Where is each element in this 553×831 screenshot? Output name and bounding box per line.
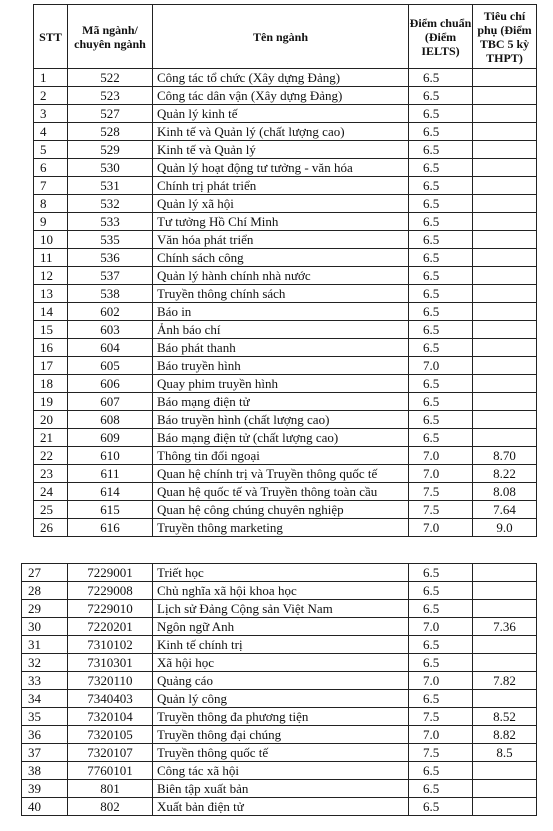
cell-name: Quản lý kinh tế: [153, 105, 409, 123]
cell-code: 616: [68, 519, 153, 537]
cell-criteria: [473, 267, 537, 285]
cell-name: Xã hội học: [153, 654, 409, 672]
cell-stt: 12: [34, 267, 68, 285]
cell-stt: 10: [34, 231, 68, 249]
cell-criteria: [473, 141, 537, 159]
cell-score: 6.5: [409, 213, 473, 231]
table-body-part-2: [22, 564, 537, 816]
cell-name: Truyền thông quốc tế: [153, 744, 409, 762]
table-row: [34, 69, 537, 87]
table-row: [22, 564, 537, 582]
cell-criteria: 8.22: [473, 465, 537, 483]
cell-code: 602: [68, 303, 153, 321]
cell-criteria: 7.82: [473, 672, 537, 690]
cell-stt: 22: [34, 447, 68, 465]
cell-criteria: [473, 798, 537, 816]
table-row: [34, 501, 537, 519]
cell-name: Truyền thông đại chúng: [153, 726, 409, 744]
table-row: [34, 429, 537, 447]
cell-score: 6.5: [409, 321, 473, 339]
cell-score: 6.5: [409, 636, 473, 654]
cell-code: 535: [68, 231, 153, 249]
cell-name: Ảnh báo chí: [153, 321, 409, 339]
cell-score: 6.5: [409, 429, 473, 447]
cell-stt: 30: [22, 618, 68, 636]
cell-stt: 19: [34, 393, 68, 411]
cell-criteria: 8.52: [473, 708, 537, 726]
cell-code: 522: [68, 69, 153, 87]
cell-name: Thông tin đối ngoại: [153, 447, 409, 465]
table-row: [34, 231, 537, 249]
table-row: [34, 267, 537, 285]
cell-score: 7.0: [409, 618, 473, 636]
cell-code: 609: [68, 429, 153, 447]
cell-score: 6.5: [409, 690, 473, 708]
cell-code: 7320110: [68, 672, 153, 690]
table-row: [22, 780, 537, 798]
cell-name: Quản lý hoạt động tư tưởng - văn hóa: [153, 159, 409, 177]
cell-code: 614: [68, 483, 153, 501]
cell-stt: 26: [34, 519, 68, 537]
table-row: [34, 321, 537, 339]
cell-stt: 31: [22, 636, 68, 654]
cell-stt: 9: [34, 213, 68, 231]
cell-code: 603: [68, 321, 153, 339]
cell-score: 6.5: [409, 69, 473, 87]
table-row: [22, 636, 537, 654]
cell-stt: 35: [22, 708, 68, 726]
cell-stt: 28: [22, 582, 68, 600]
cell-name: Chính sách công: [153, 249, 409, 267]
cell-stt: 32: [22, 654, 68, 672]
header-criteria: Tiêu chí phụ (Điểm TBC 5 kỳ THPT): [473, 5, 537, 69]
cell-name: Công tác tổ chức (Xây dựng Đảng): [153, 69, 409, 87]
admission-scores-table-part-2: [21, 563, 537, 816]
table-row: [34, 123, 537, 141]
cell-name: Báo truyền hình: [153, 357, 409, 375]
cell-stt: 23: [34, 465, 68, 483]
admission-scores-table-part-1: [33, 4, 537, 537]
cell-name: Công tác xã hội: [153, 762, 409, 780]
cell-criteria: [473, 762, 537, 780]
cell-score: 6.5: [409, 600, 473, 618]
cell-score: 6.5: [409, 393, 473, 411]
cell-name: Quan hệ công chúng chuyên nghiệp: [153, 501, 409, 519]
cell-name: Xuất bản điện tử: [153, 798, 409, 816]
cell-name: Kinh tế chính trị: [153, 636, 409, 654]
header-name: Tên ngành: [153, 5, 409, 69]
cell-score: 6.5: [409, 564, 473, 582]
cell-criteria: [473, 375, 537, 393]
cell-name: Chủ nghĩa xã hội khoa học: [153, 582, 409, 600]
cell-stt: 25: [34, 501, 68, 519]
cell-criteria: [473, 231, 537, 249]
cell-score: 6.5: [409, 159, 473, 177]
cell-score: 7.0: [409, 447, 473, 465]
table-row: [34, 447, 537, 465]
cell-score: 6.5: [409, 375, 473, 393]
cell-score: 6.5: [409, 654, 473, 672]
cell-criteria: [473, 411, 537, 429]
cell-stt: 29: [22, 600, 68, 618]
cell-code: 608: [68, 411, 153, 429]
table-row: [34, 105, 537, 123]
header-score: Điểm chuẩn (Điểm IELTS): [409, 5, 473, 69]
cell-code: 7340403: [68, 690, 153, 708]
cell-code: 537: [68, 267, 153, 285]
cell-stt: 21: [34, 429, 68, 447]
cell-code: 7320104: [68, 708, 153, 726]
cell-criteria: [473, 339, 537, 357]
table-row: [22, 798, 537, 816]
cell-criteria: [473, 690, 537, 708]
cell-score: 7.0: [409, 726, 473, 744]
cell-score: 6.5: [409, 195, 473, 213]
cell-score: 7.0: [409, 672, 473, 690]
cell-criteria: 8.5: [473, 744, 537, 762]
cell-code: 7229001: [68, 564, 153, 582]
cell-stt: 38: [22, 762, 68, 780]
cell-name: Quản lý xã hội: [153, 195, 409, 213]
cell-code: 530: [68, 159, 153, 177]
table-row: [34, 357, 537, 375]
cell-stt: 20: [34, 411, 68, 429]
table-row: [22, 672, 537, 690]
cell-name: Ngôn ngữ Anh: [153, 618, 409, 636]
cell-criteria: [473, 780, 537, 798]
cell-code: 606: [68, 375, 153, 393]
cell-score: 6.5: [409, 177, 473, 195]
cell-name: Quảng cáo: [153, 672, 409, 690]
cell-code: 7310301: [68, 654, 153, 672]
cell-score: 6.5: [409, 339, 473, 357]
table-row: [34, 393, 537, 411]
cell-score: 6.5: [409, 141, 473, 159]
cell-criteria: 9.0: [473, 519, 537, 537]
cell-score: 7.5: [409, 501, 473, 519]
cell-name: Quay phim truyền hình: [153, 375, 409, 393]
cell-stt: 2: [34, 87, 68, 105]
cell-name: Quan hệ quốc tế và Truyền thông toàn cầu: [153, 483, 409, 501]
cell-criteria: [473, 285, 537, 303]
cell-criteria: 8.70: [473, 447, 537, 465]
cell-score: 6.5: [409, 411, 473, 429]
cell-code: 523: [68, 87, 153, 105]
cell-criteria: [473, 87, 537, 105]
cell-code: 536: [68, 249, 153, 267]
cell-code: 7310102: [68, 636, 153, 654]
table-row: [34, 213, 537, 231]
cell-criteria: 8.82: [473, 726, 537, 744]
cell-code: 611: [68, 465, 153, 483]
cell-code: 531: [68, 177, 153, 195]
cell-stt: 5: [34, 141, 68, 159]
cell-score: 6.5: [409, 267, 473, 285]
cell-code: 607: [68, 393, 153, 411]
cell-criteria: [473, 393, 537, 411]
cell-score: 6.5: [409, 231, 473, 249]
cell-name: Công tác dân vận (Xây dựng Đảng): [153, 87, 409, 105]
table-row: [34, 339, 537, 357]
cell-score: 6.5: [409, 762, 473, 780]
cell-score: 7.5: [409, 483, 473, 501]
cell-criteria: 8.08: [473, 483, 537, 501]
cell-name: Báo phát thanh: [153, 339, 409, 357]
cell-score: 7.5: [409, 708, 473, 726]
cell-stt: 40: [22, 798, 68, 816]
cell-code: 7760101: [68, 762, 153, 780]
table-row: [34, 375, 537, 393]
table-row: [34, 465, 537, 483]
cell-name: Tư tưởng Hồ Chí Minh: [153, 213, 409, 231]
cell-name: Quản lý công: [153, 690, 409, 708]
cell-code: 604: [68, 339, 153, 357]
cell-criteria: [473, 564, 537, 582]
cell-score: 7.0: [409, 519, 473, 537]
table-row: [34, 285, 537, 303]
cell-criteria: [473, 636, 537, 654]
cell-criteria: [473, 654, 537, 672]
cell-score: 6.5: [409, 780, 473, 798]
table-row: [34, 411, 537, 429]
cell-stt: 13: [34, 285, 68, 303]
cell-name: Quan hệ chính trị và Truyền thông quốc tế: [153, 465, 409, 483]
cell-code: 7229008: [68, 582, 153, 600]
cell-code: 538: [68, 285, 153, 303]
cell-criteria: [473, 600, 537, 618]
header-stt: STT: [34, 5, 68, 69]
cell-stt: 33: [22, 672, 68, 690]
cell-name: Quản lý hành chính nhà nước: [153, 267, 409, 285]
cell-stt: 34: [22, 690, 68, 708]
cell-criteria: 7.64: [473, 501, 537, 519]
table-header-row: [34, 5, 537, 69]
cell-stt: 36: [22, 726, 68, 744]
cell-stt: 7: [34, 177, 68, 195]
cell-code: 801: [68, 780, 153, 798]
cell-code: 7320107: [68, 744, 153, 762]
cell-name: Báo in: [153, 303, 409, 321]
cell-code: 610: [68, 447, 153, 465]
cell-criteria: [473, 429, 537, 447]
cell-criteria: [473, 195, 537, 213]
table-row: [34, 249, 537, 267]
cell-code: 527: [68, 105, 153, 123]
cell-stt: 3: [34, 105, 68, 123]
cell-score: 6.5: [409, 798, 473, 816]
table-row: [22, 744, 537, 762]
cell-criteria: [473, 321, 537, 339]
cell-code: 605: [68, 357, 153, 375]
cell-score: 7.5: [409, 744, 473, 762]
cell-name: Văn hóa phát triển: [153, 231, 409, 249]
table-row: [22, 708, 537, 726]
table-row: [34, 159, 537, 177]
table-row: [34, 483, 537, 501]
cell-score: 6.5: [409, 582, 473, 600]
cell-stt: 1: [34, 69, 68, 87]
cell-criteria: [473, 69, 537, 87]
cell-score: 6.5: [409, 105, 473, 123]
cell-stt: 18: [34, 375, 68, 393]
table-row: [22, 582, 537, 600]
cell-score: 6.5: [409, 285, 473, 303]
cell-stt: 8: [34, 195, 68, 213]
table-row: [34, 141, 537, 159]
cell-code: 529: [68, 141, 153, 159]
cell-criteria: 7.36: [473, 618, 537, 636]
cell-score: 6.5: [409, 303, 473, 321]
cell-code: 7220201: [68, 618, 153, 636]
cell-criteria: [473, 249, 537, 267]
cell-stt: 16: [34, 339, 68, 357]
table-row: [34, 87, 537, 105]
cell-code: 532: [68, 195, 153, 213]
table-row: [22, 654, 537, 672]
cell-score: 7.0: [409, 357, 473, 375]
cell-code: 7320105: [68, 726, 153, 744]
cell-score: 6.5: [409, 123, 473, 141]
cell-criteria: [473, 303, 537, 321]
table-row: [34, 177, 537, 195]
cell-stt: 11: [34, 249, 68, 267]
table-row: [22, 690, 537, 708]
cell-stt: 15: [34, 321, 68, 339]
cell-name: Kinh tế và Quản lý (chất lượng cao): [153, 123, 409, 141]
cell-criteria: [473, 123, 537, 141]
cell-name: Triết học: [153, 564, 409, 582]
table-row: [34, 519, 537, 537]
cell-code: 533: [68, 213, 153, 231]
cell-stt: 4: [34, 123, 68, 141]
cell-code: 528: [68, 123, 153, 141]
cell-name: Lịch sử Đảng Cộng sản Việt Nam: [153, 600, 409, 618]
table-row: [34, 303, 537, 321]
cell-stt: 6: [34, 159, 68, 177]
cell-name: Kinh tế và Quản lý: [153, 141, 409, 159]
cell-criteria: [473, 177, 537, 195]
table-body-part-1: [34, 69, 537, 537]
cell-stt: 39: [22, 780, 68, 798]
cell-score: 6.5: [409, 87, 473, 105]
table-row: [22, 726, 537, 744]
cell-name: Báo truyền hình (chất lượng cao): [153, 411, 409, 429]
cell-criteria: [473, 213, 537, 231]
cell-name: Truyền thông chính sách: [153, 285, 409, 303]
cell-criteria: [473, 159, 537, 177]
cell-stt: 24: [34, 483, 68, 501]
cell-name: Truyền thông đa phương tiện: [153, 708, 409, 726]
cell-criteria: [473, 105, 537, 123]
cell-score: 6.5: [409, 249, 473, 267]
cell-stt: 17: [34, 357, 68, 375]
table-row: [22, 618, 537, 636]
header-code: Mã ngành/ chuyên ngành: [68, 5, 153, 69]
table-row: [22, 600, 537, 618]
cell-name: Chính trị phát triển: [153, 177, 409, 195]
cell-code: 7229010: [68, 600, 153, 618]
cell-name: Truyền thông marketing: [153, 519, 409, 537]
table-row: [34, 195, 537, 213]
cell-stt: 14: [34, 303, 68, 321]
cell-name: Báo mạng điện tử: [153, 393, 409, 411]
cell-stt: 27: [22, 564, 68, 582]
cell-code: 615: [68, 501, 153, 519]
cell-criteria: [473, 357, 537, 375]
cell-criteria: [473, 582, 537, 600]
table-row: [22, 762, 537, 780]
cell-name: Báo mạng điện tử (chất lượng cao): [153, 429, 409, 447]
cell-stt: 37: [22, 744, 68, 762]
cell-code: 802: [68, 798, 153, 816]
cell-name: Biên tập xuất bản: [153, 780, 409, 798]
cell-score: 7.0: [409, 465, 473, 483]
